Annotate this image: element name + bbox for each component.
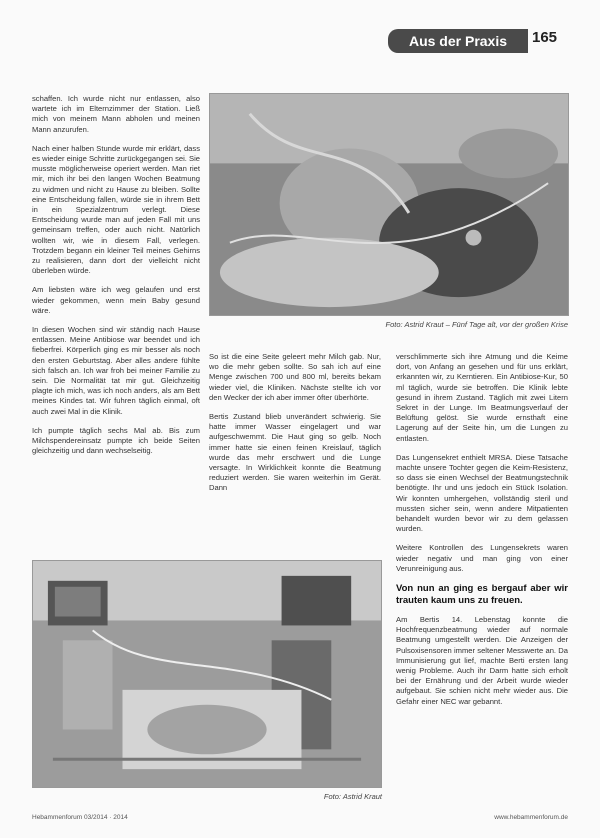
bottom-photo-caption: Foto: Astrid Kraut — [323, 792, 382, 801]
section-tab — [388, 29, 528, 53]
top-photo — [209, 93, 569, 316]
bottom-photo — [32, 560, 382, 788]
footer-left: Hebammenforum 03/2014 · 2014 — [32, 814, 128, 821]
footer-right: www.hebammenforum.de — [494, 814, 568, 821]
baby-in-incubator-image — [210, 94, 568, 315]
text-column-1 — [32, 94, 200, 554]
text-column-3 — [396, 352, 568, 812]
paragraph: schaffen. Ich wurde nicht nur entlassen, also wartete ich im Elternzimmer der Station. Ließ mich von meinem Mann abholen und meinen Mann anzurufen. — [32, 94, 200, 134]
text-column-2 — [209, 352, 381, 552]
paragraph: In diesen Wochen sind wir ständig nach Hause entlassen. Meine Antibiose war beendet und ich fieberfrei. Körperlich ging es mir besser als noch den ersten Geburtstag. Aber alles andere fühlte sich falsch an. Ich war froh bei meiner Familie zu sein. Die Normalität tat mir gut. Gleichzeitig plagte ich mich, was ich noch anders, als am Bett meines Kindes tat. Wir fuhren täglich einmal, oft auch zwei Mal in die Klinik. — [32, 325, 200, 416]
paragraph: Ich pumpte täglich sechs Mal ab. Bis zum Milchspendereinsatz pumpte ich beide Seiten gleichzeitig und dann wechselseitig. — [32, 425, 200, 456]
paragraph: Das Lungensekret enthielt MRSA. Diese Tatsache machte unsere Tochter gegen die Keim-Resistenz, so dass sie einen Wechsel der Beatmungstechnik benötigte. Ihr und uns jedoch ein Stück Isolation. Wir konnten umhergehen, vollständig steril und mussten sicher sein, wenn andere Mitpatienten behandelt wurden bevor wir zu dem gelassen wurden. — [396, 452, 568, 534]
paragraph: Weitere Kontrollen des Lungensekrets waren wieder negativ und man ging von einer Verunreinigung aus. — [396, 543, 568, 573]
neonatal-intensive-care-image — [33, 561, 381, 787]
paragraph: verschlimmerte sich ihre Atmung und die Keime dort, von Anfang an gesehen und für uns erklärt, erkannten wir, zu Kerntieren. Ein Antibiose-Kur, 50 ml täglich, wurde sie betroffen. Die Klinik lebte gesund in ihrem Zustand. Täglich mit zwei Litern Sekret in der Lunge. Im Beatmungsverlauf der Belüftung gelöst. Sie wurde ernsthaft eine Lagerung auf der Seite hin, um die Lungen zu entlasten. — [396, 352, 568, 443]
paragraph: So ist die eine Seite geleert mehr Milch gab. Nur, wo die mehr geben sollte. So sah ich auf eine Menge zwischen 700 und 800 ml, bereits bekam wieder viel, die Kliniken. Nächste stellte ich vor den Wecker der ich aber immer öfter überhörte. — [209, 352, 381, 402]
section-title: Aus der Praxis — [408, 33, 508, 49]
subheading: Von nun an ging es bergauf aber wir trauten kaum uns zu freuen. — [396, 583, 568, 607]
paragraph: Nach einer halben Stunde wurde mir erklärt, dass es wieder einige Schritte zurückgegangen sei. Sie musste möglicherweise operiert werden. Man riet mir, mich ihr bei den langen Wochen Beatmung zu widmen und nicht zu Hause zu bleiben. Sollte eine Entscheidung fallen, würde sie in ihrem Bett in ein Spezialzentrum verlegt. Diese Entscheidung wurde man auf jeden Fall mit uns gemeinsam treffen, oder auch nicht. Natürlich wollten wir, wie in diesem Fall, verlegen. Trotzdem begann ein kleiner Teil meines Gehirns zu realisieren, dann dort der vielleicht nicht überleben würde. — [32, 143, 201, 276]
paragraph: Bertis Zustand blieb unverändert schwierig. Sie hatte immer Wasser eingelagert und war aufgeschwemmt. Die Haut ging so gelb. Noch immer hatte sie einen feinen Kreislauf, täglich wurde das mehr erschwert und die Lunge versagte. In Wirklichkeit konnte die Beatmung reduziert werden. Sie waren weiterhin im Gerät. Dann — [209, 412, 381, 493]
page-number: 165 — [532, 29, 558, 46]
top-photo-caption: Foto: Astrid Kraut – Fünf Tage alt, vor der großen Krise — [385, 320, 568, 329]
paragraph: Am Bertis 14. Lebenstag konnte die Hochfrequenzbeatmung wieder auf normale Beatmung umgestellt werden. Die Anzeigen der Pulsoxisensoren immer seltener Messwerte an. Da Immunisierung gut lief, machte Berti ersten lang wenig Probleme. Auch ihr Darm hatte sich erholt bei der Ernährung und der Arbeit wurde wieder aufgebaut. Sie schien nicht mehr wieder aus. Die Gefahr einer NEC war gebannt. — [396, 615, 568, 706]
paragraph: Am liebsten wäre ich weg gelaufen und erst wieder gekommen, wenn mein Baby gesund wäre. — [32, 285, 200, 315]
